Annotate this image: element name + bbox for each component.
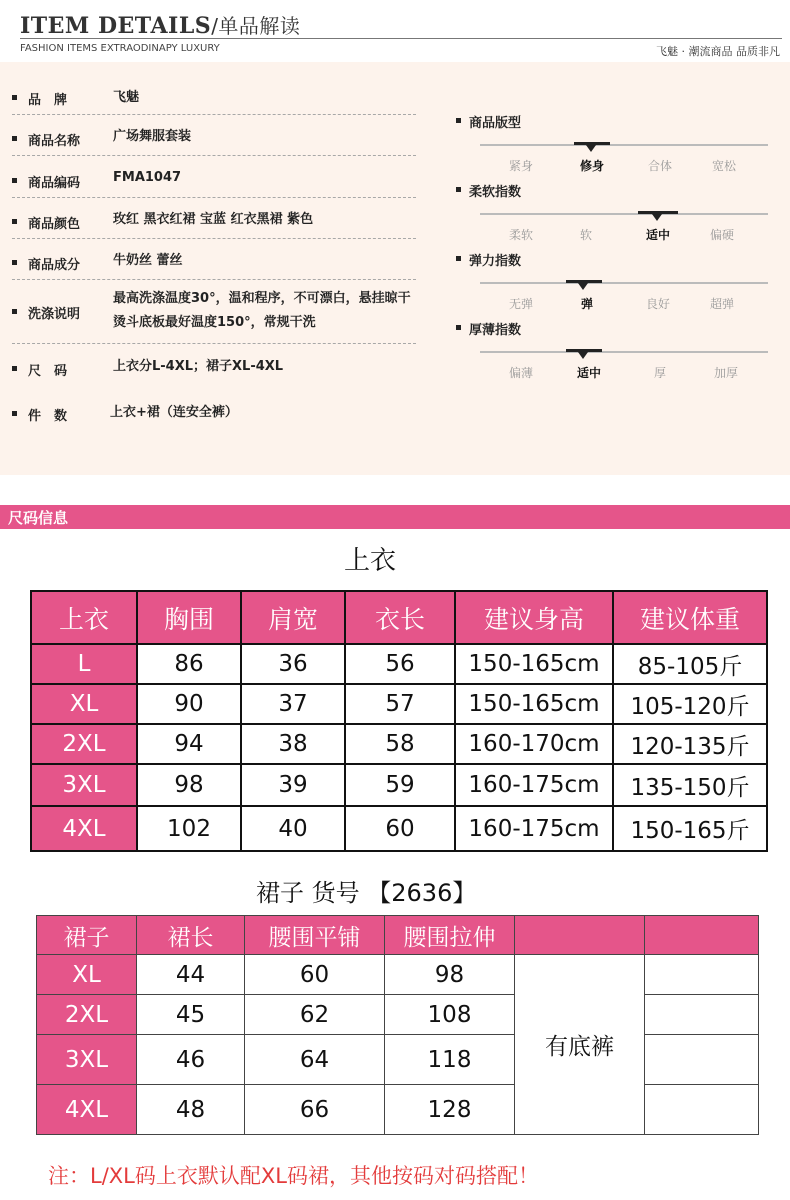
table-cell: 98 <box>137 764 241 806</box>
detail-label: 商品颜色 <box>28 217 81 232</box>
table-cell: 128 <box>385 1085 515 1135</box>
column-header: 腰围平铺 <box>245 916 385 955</box>
table-row <box>37 1035 759 1085</box>
size-info-bar: 尺码信息 <box>0 505 790 529</box>
table-cell: 59 <box>345 764 455 806</box>
detail-value: 上衣+裙（连安全裤） <box>110 405 238 420</box>
column-header <box>515 916 645 955</box>
table-cell: 90 <box>137 684 241 724</box>
top-size-table <box>30 590 768 852</box>
table-cell: 120-135斤 <box>613 724 767 764</box>
size-cell: 2XL <box>31 724 137 764</box>
bullet-icon <box>12 178 17 183</box>
table-cell <box>645 1085 759 1135</box>
divider <box>12 155 416 156</box>
table-cell: 160-170cm <box>455 724 613 764</box>
table-row <box>37 955 759 995</box>
table-cell: 44 <box>137 955 245 995</box>
bullet-icon <box>12 260 17 265</box>
item-details-panel <box>0 62 790 475</box>
header-subtitle: FASHION ITEMS EXTRAODINAPY LUXURY <box>20 43 220 54</box>
size-cell: 4XL <box>31 806 137 851</box>
table-cell: 105-120斤 <box>613 684 767 724</box>
table-cell <box>645 995 759 1035</box>
column-header: 衣长 <box>345 591 455 644</box>
bullet-icon <box>456 118 461 123</box>
index-label: 弹力指数 <box>469 254 522 269</box>
table-cell: 37 <box>241 684 345 724</box>
bullet-icon <box>12 411 17 416</box>
detail-label: 件 数 <box>28 409 68 424</box>
size-cell: 4XL <box>37 1085 137 1135</box>
index-marker <box>566 349 602 352</box>
index-marker <box>566 280 602 283</box>
index-option: 良好 <box>645 297 670 311</box>
table-cell: 57 <box>345 684 455 724</box>
table-cell: 150-165斤 <box>613 806 767 851</box>
divider <box>12 114 416 115</box>
size-note: 注：L/XL码上衣默认配XL码裙，其他按码对码搭配！ <box>48 1164 539 1188</box>
merged-note-cell: 有底裤 <box>515 955 645 1135</box>
index-option: 柔软 <box>508 228 533 242</box>
table-row <box>31 806 767 851</box>
table-cell <box>645 1035 759 1085</box>
size-cell: XL <box>31 684 137 724</box>
wash-line-2: 烫斗底板最好温度150°，常规干洗 <box>113 315 316 330</box>
index-label: 商品版型 <box>469 116 522 131</box>
table-cell: 62 <box>245 995 385 1035</box>
size-cell: XL <box>37 955 137 995</box>
bullet-icon <box>456 256 461 261</box>
table-row <box>37 1085 759 1135</box>
table-row <box>31 764 767 806</box>
index-option-selected: 适中 <box>645 228 670 242</box>
column-header: 建议体重 <box>613 591 767 644</box>
size-cell: 3XL <box>37 1035 137 1085</box>
index-label: 柔软指数 <box>469 185 522 200</box>
bullet-icon <box>12 219 17 224</box>
triangle-marker-icon <box>652 214 662 221</box>
table-cell: 64 <box>245 1035 385 1085</box>
table-cell: 150-165cm <box>455 684 613 724</box>
divider <box>12 279 416 280</box>
detail-label: 商品编码 <box>28 176 81 191</box>
detail-label: 洗涤说明 <box>28 307 81 322</box>
column-header: 胸围 <box>137 591 241 644</box>
detail-value: 上衣分L-4XL；裙子XL-4XL <box>113 359 284 374</box>
detail-label: 商品成分 <box>28 258 81 273</box>
table-cell: 98 <box>385 955 515 995</box>
page-title <box>20 10 300 39</box>
table-cell: 60 <box>245 955 385 995</box>
triangle-marker-icon <box>578 283 588 290</box>
column-header: 裙子 <box>37 916 137 955</box>
table-cell: 150-165cm <box>455 644 613 684</box>
table-cell: 135-150斤 <box>613 764 767 806</box>
size-cell: 3XL <box>31 764 137 806</box>
bullet-icon <box>12 366 17 371</box>
detail-value: 牛奶丝 蕾丝 <box>113 253 183 268</box>
table-cell: 66 <box>245 1085 385 1135</box>
divider <box>12 343 416 344</box>
detail-label: 商品名称 <box>28 134 81 149</box>
column-header: 裙长 <box>137 916 245 955</box>
top-table-title: 上衣 <box>344 546 397 576</box>
page-header <box>0 0 790 62</box>
wash-line-1: 最高洗涤温度30°，温和程序，不可漂白，悬挂晾干 <box>113 291 411 306</box>
bullet-icon <box>12 136 17 141</box>
bullet-icon <box>456 187 461 192</box>
skirt-table-title: 裙子 货号 【2636】 <box>256 879 477 907</box>
index-option: 宽松 <box>711 159 736 173</box>
index-option-selected: 弹 <box>580 297 593 311</box>
table-cell: 160-175cm <box>455 764 613 806</box>
table-cell: 58 <box>345 724 455 764</box>
detail-value: 广场舞服套装 <box>113 129 192 144</box>
size-cell: 2XL <box>37 995 137 1035</box>
detail-value: FMA1047 <box>113 170 182 185</box>
bullet-icon <box>12 309 17 314</box>
detail-value: 玫红 黑衣红裙 宝蓝 红衣黑裙 紫色 <box>113 212 314 227</box>
table-cell: 108 <box>385 995 515 1035</box>
table-cell: 48 <box>137 1085 245 1135</box>
table-cell <box>645 955 759 995</box>
table-row <box>37 995 759 1035</box>
index-option: 偏硬 <box>709 228 734 242</box>
index-option: 紧身 <box>508 159 533 173</box>
index-label: 厚薄指数 <box>469 323 522 338</box>
table-row <box>31 684 767 724</box>
index-option: 合体 <box>647 159 672 173</box>
index-marker <box>638 211 678 214</box>
table-cell: 36 <box>241 644 345 684</box>
index-option: 加厚 <box>713 366 738 380</box>
size-cell: L <box>31 644 137 684</box>
table-row <box>31 644 767 684</box>
table-cell: 118 <box>385 1035 515 1085</box>
table-header-row <box>31 591 767 644</box>
index-track <box>480 351 768 353</box>
table-cell: 39 <box>241 764 345 806</box>
index-option-selected: 适中 <box>576 366 601 380</box>
column-header: 腰围拉伸 <box>385 916 515 955</box>
index-track <box>480 144 768 146</box>
index-option: 无弹 <box>508 297 533 311</box>
divider <box>12 238 416 239</box>
triangle-marker-icon <box>586 145 596 152</box>
index-track <box>480 282 768 284</box>
table-cell: 60 <box>345 806 455 851</box>
divider <box>12 197 416 198</box>
column-header: 建议身高 <box>455 591 613 644</box>
index-option: 超弹 <box>709 297 734 311</box>
table-cell: 45 <box>137 995 245 1035</box>
title-cn: /单品解读 <box>211 14 301 38</box>
detail-value <box>113 289 433 333</box>
table-cell: 85-105斤 <box>613 644 767 684</box>
detail-value: 飞魅 <box>113 90 140 105</box>
detail-label: 品 牌 <box>28 93 68 108</box>
table-header-row <box>37 916 759 955</box>
index-option: 软 <box>579 228 592 242</box>
title-en: ITEM DETAILS <box>20 13 212 39</box>
column-header <box>645 916 759 955</box>
index-track <box>480 213 768 215</box>
skirt-size-table <box>36 915 759 1135</box>
bullet-icon <box>12 95 17 100</box>
table-cell: 40 <box>241 806 345 851</box>
index-option: 偏薄 <box>508 366 533 380</box>
table-cell: 160-175cm <box>455 806 613 851</box>
table-cell: 46 <box>137 1035 245 1085</box>
header-divider <box>20 38 782 39</box>
table-cell: 56 <box>345 644 455 684</box>
table-cell: 86 <box>137 644 241 684</box>
table-cell: 102 <box>137 806 241 851</box>
column-header: 上衣 <box>31 591 137 644</box>
column-header: 肩宽 <box>241 591 345 644</box>
index-option: 厚 <box>653 366 666 380</box>
header-slogan: 飞魅 · 潮流商品 品质非凡 <box>656 45 780 58</box>
table-cell: 38 <box>241 724 345 764</box>
index-marker <box>574 142 610 145</box>
bullet-icon <box>456 325 461 330</box>
index-option-selected: 修身 <box>579 159 604 173</box>
detail-label: 尺 码 <box>28 364 68 379</box>
table-row <box>31 724 767 764</box>
triangle-marker-icon <box>578 352 588 359</box>
table-cell: 94 <box>137 724 241 764</box>
